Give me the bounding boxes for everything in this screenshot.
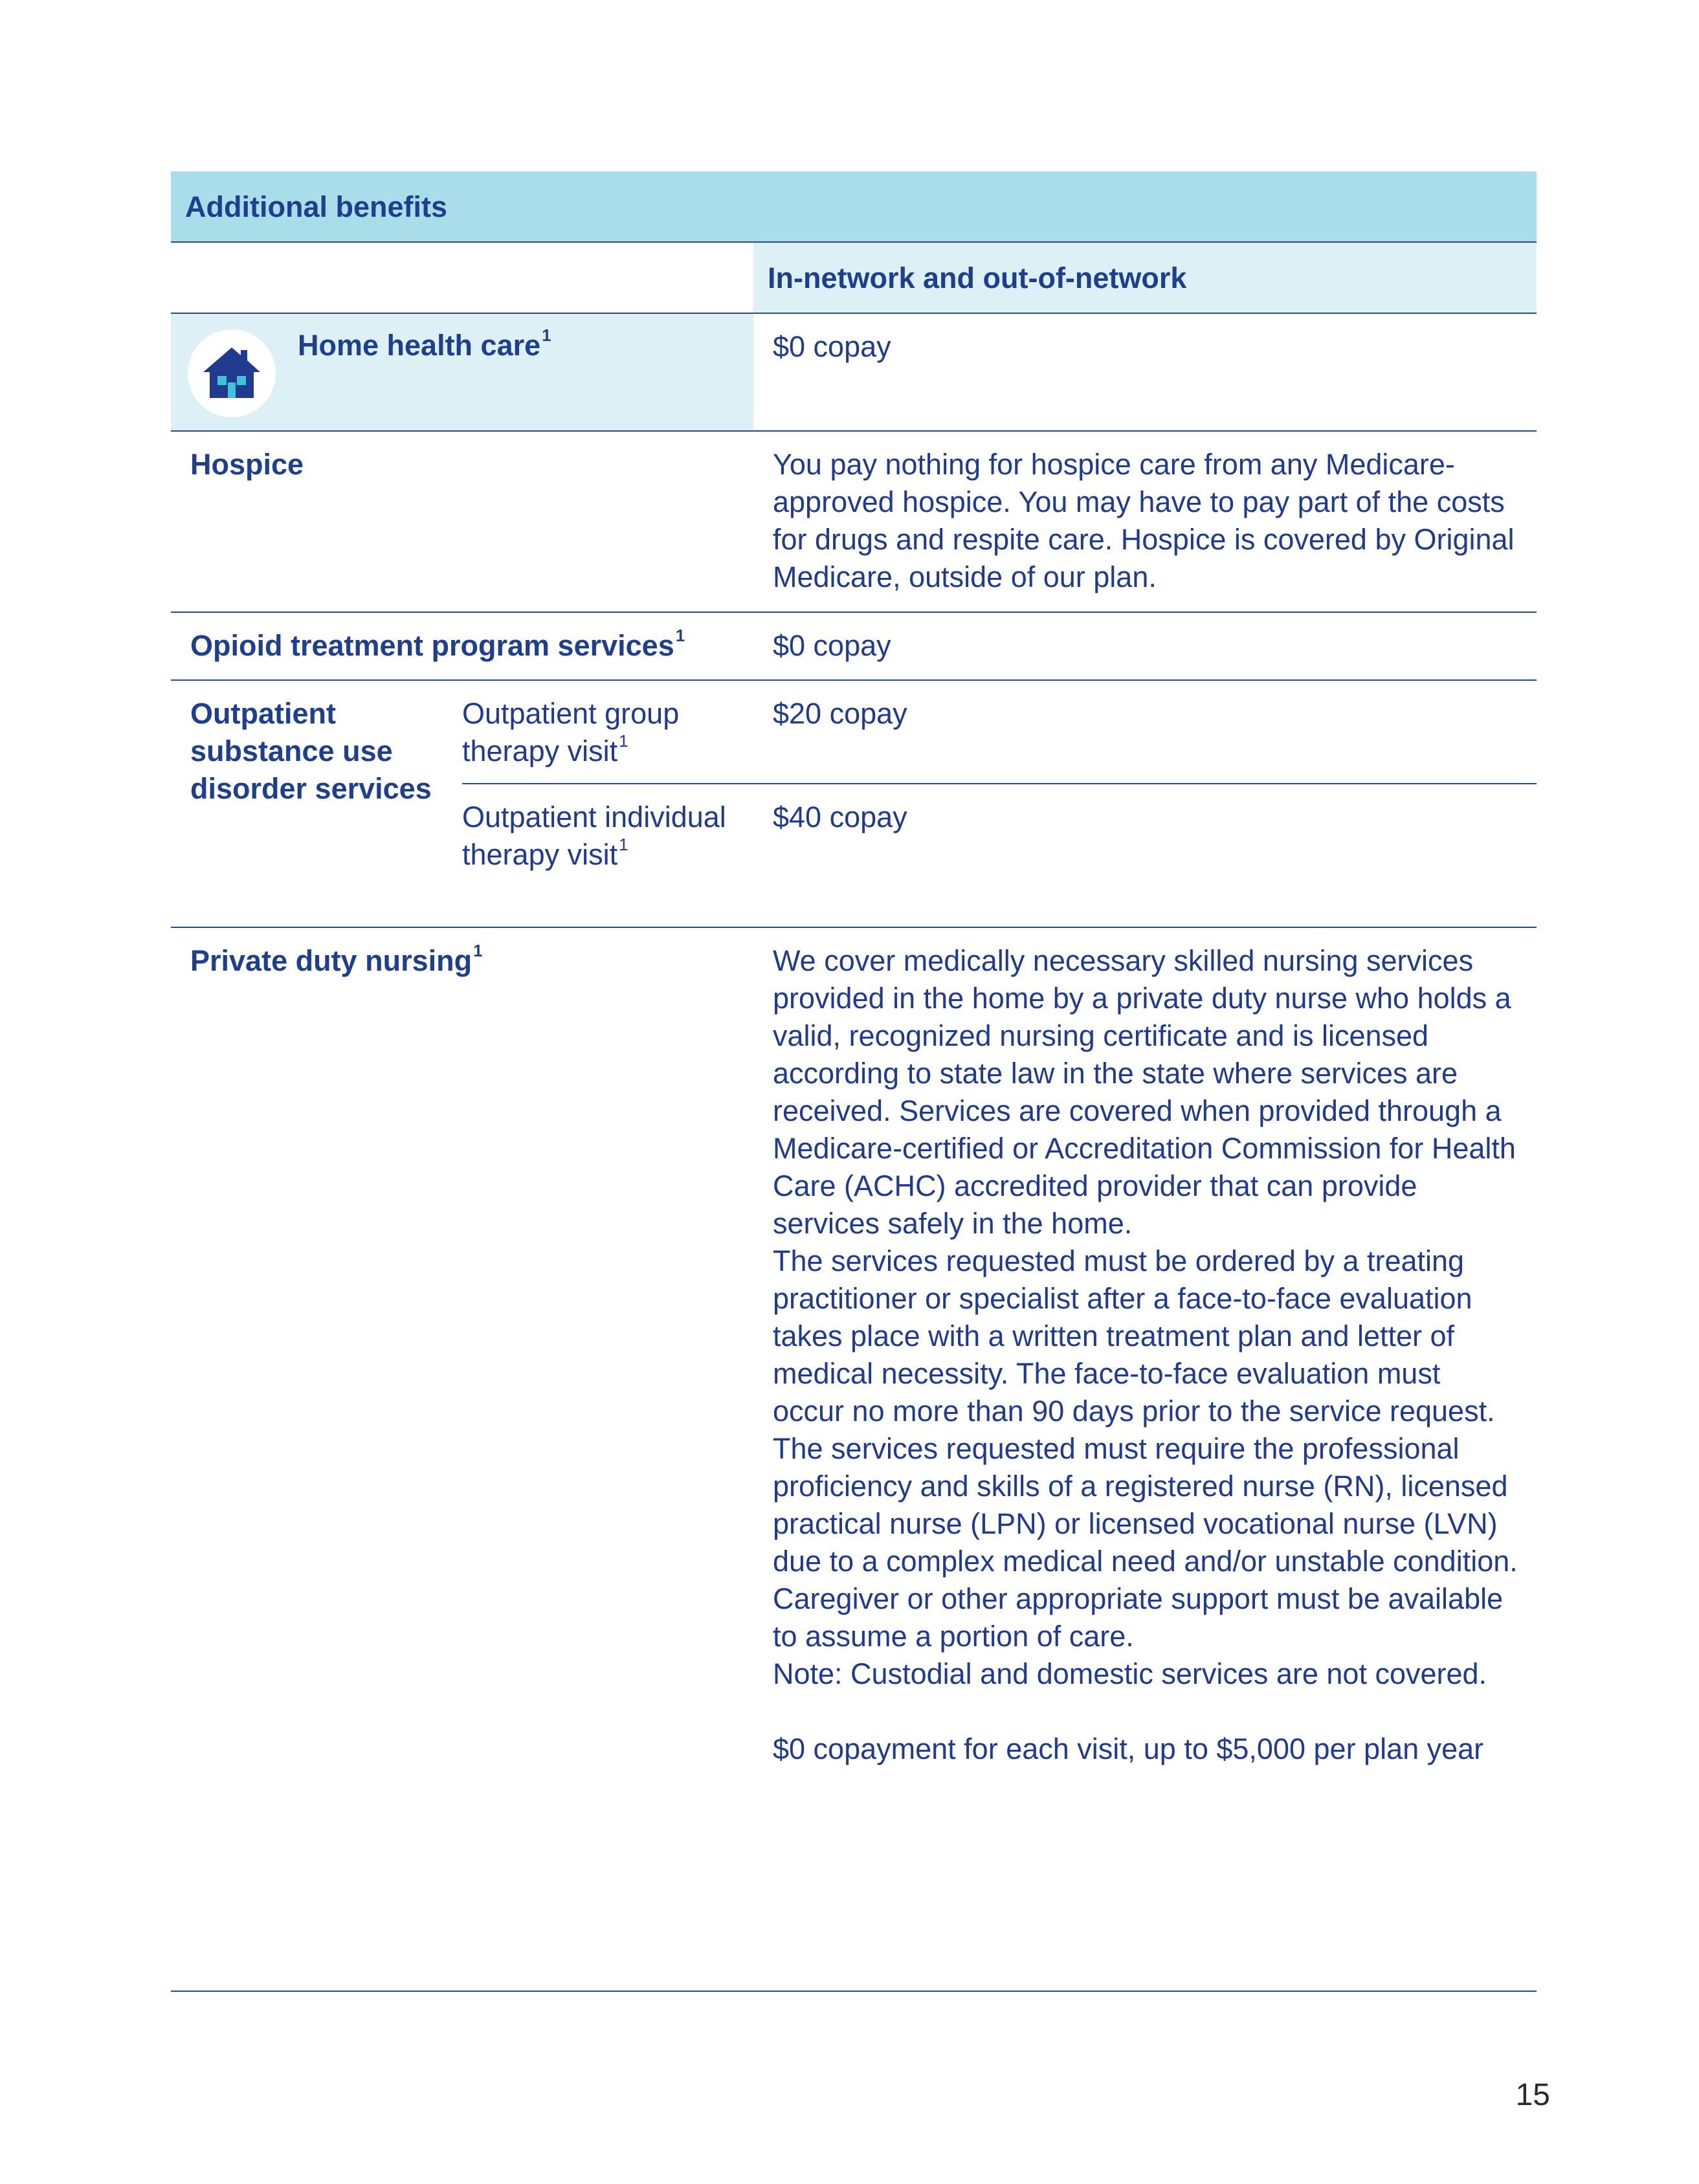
table-row	[171, 313, 1537, 431]
private-duty-paragraph: The services requested must require the professional proficiency and skills of a registered nurse (RN), licensed practical nurse (LPN) or licensed vocational nurse (LVN) due to a complex medical need and/or unstable condition. Caregiver or other appropriate support must be available to assume a portion of care.	[773, 1432, 1518, 1653]
group-therapy-value: $20 copay	[773, 697, 907, 730]
individual-therapy-value: $40 copay	[773, 800, 907, 833]
column-header-row	[171, 242, 1537, 313]
private-duty-value	[753, 928, 1537, 1768]
page-number: 15	[1515, 2078, 1550, 2112]
footnote-marker: 1	[675, 626, 685, 645]
opioid-label: Opioid treatment program services	[190, 629, 674, 662]
footnote-marker: 1	[542, 325, 551, 345]
home-health-label: Home health care	[298, 329, 541, 362]
private-duty-paragraph: We cover medically necessary skilled nursing services provided in the home by a private duty nurse who holds a valid, recognized nursing certificate and is licensed according to state law in the state where services are received. Services are covered when provided through a Medicare-certified or Accreditation Commission for Health Care (ACHC) accredited provider that can provide services safely in the home.	[773, 944, 1516, 1240]
house-icon	[188, 329, 276, 417]
column-header-network: In-network and out-of-network	[768, 261, 1187, 294]
opioid-value: $0 copay	[773, 629, 891, 662]
individual-therapy-label: Outpatient individual therapy visit	[462, 800, 726, 871]
hospice-value: You pay nothing for hospice care from any Medicare-approved hospice. You may have to pay part of the costs for drugs and respite care. Hospice is covered by Original Medicare, outside of our plan.	[773, 448, 1515, 593]
hospice-label: Hospice	[190, 448, 304, 481]
private-duty-paragraph: Note: Custodial and domestic services are not covered.	[773, 1657, 1487, 1690]
footnote-marker: 1	[619, 835, 628, 854]
home-health-value: $0 copay	[773, 330, 891, 363]
table-row	[171, 680, 1537, 784]
footnote-marker: 1	[619, 731, 628, 751]
table-row	[171, 612, 1537, 680]
table-row	[171, 927, 1537, 1991]
private-duty-label: Private duty nursing	[190, 944, 472, 977]
footnote-marker: 1	[473, 941, 483, 960]
group-therapy-label: Outpatient group therapy visit	[462, 697, 680, 767]
substance-use-label: Outpatient substance use disorder services	[190, 697, 432, 805]
table-row	[171, 431, 1537, 612]
private-duty-paragraph: The services requested must be ordered by a treating practitioner or specialist after a face-to-face evaluation takes place with a written treatment plan and letter of medical necessity. The face-to-face evaluation must occur no more than 90 days prior to the service request.	[773, 1244, 1495, 1428]
table-header-row	[171, 171, 1537, 242]
private-duty-cost: $0 copayment for each visit, up to $5,000 per plan year	[773, 1732, 1484, 1765]
benefits-table	[171, 171, 1537, 1992]
section-title: Additional benefits	[185, 190, 447, 223]
